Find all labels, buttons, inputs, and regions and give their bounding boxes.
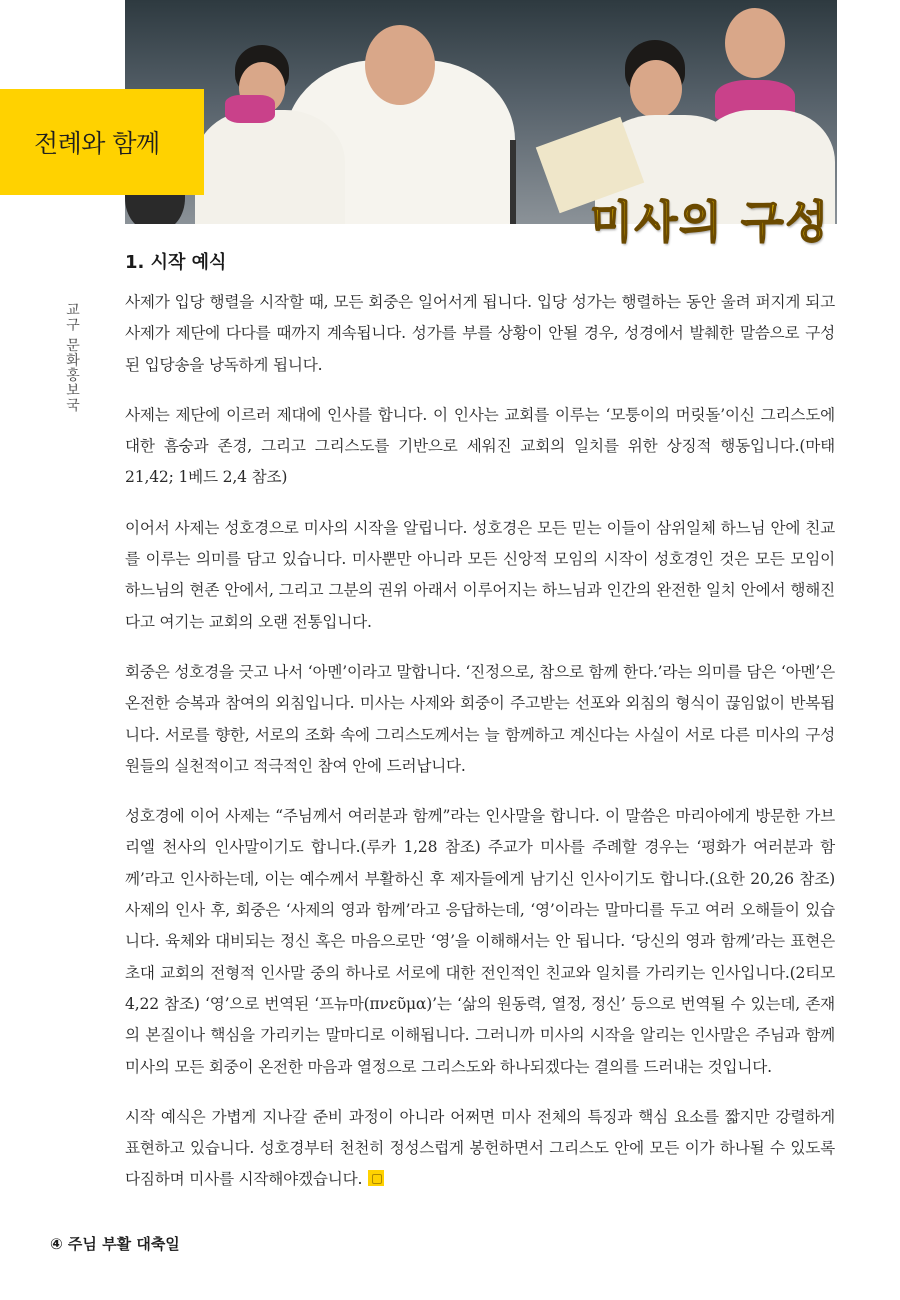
- paragraph: 사제가 입당 행렬을 시작할 때, 모든 회중은 일어서게 됩니다. 입당 성가는 행렬하는 동안 울려 퍼지게 되고 사제가 제단에 다다를 때까지 계속됩니다. 성가를 부를 상황이 안될 경우, 성경에서 발췌한 말씀으로 구성된 입당송을 낭독하게 됩니다.: [125, 293, 835, 374]
- section-label: 전례와 함께: [34, 129, 160, 158]
- paragraph-last-text: 시작 예식은 가볍게 지나갈 준비 과정이 아니라 어쩌면 미사 전체의 특징과 핵심 요소를 짧지만 강렬하게 표현하고 있습니다. 성호경부터 천천히 정성스럽게 봉헌하면서 그리스도 안에 모든 이가 하나될 수 있도록 다짐하며 미사를 시작해야겠습니다.: [125, 1107, 835, 1189]
- article-body: [125, 287, 835, 1215]
- page-footer: ④ 주님 부활 대축일: [50, 1235, 180, 1253]
- vertical-department-label: 교구 문화홍보국: [64, 302, 80, 413]
- paragraph: 이어서 사제는 성호경으로 미사의 시작을 알립니다. 성호경은 모든 믿는 이들이 삼위일체 하느님 안에 친교를 이루는 의미를 담고 있습니다. 미사뿐만 아니라 모든 신앙적 모임의 시작이 성호경인 것은 모든 모임이 하느님의 현존 안에서, 그리고 그분의 권위 아래서 이루어지는 하느님과 인간의 완전한 일치 안에서 행해진다고 여기는 교회의 오랜 전통입니다.: [125, 518, 835, 631]
- paragraph: 회중은 성호경을 긋고 나서 ‘아멘’이라고 말합니다. ‘진정으로, 참으로 함께 한다.’라는 의미를 담은 ‘아멘’은 온전한 승복과 참여의 외침입니다. 미사는 사제와 회중이 주고받는 선포와 외침의 형식이 끊임없이 반복됩니다. 서로를 향한, 서로의 조화 속에 그리스도께서는 늘 함께하고 계신다는 사실이 서로 다른 미사의 구성원들의 실천적이고 적극적인 참여 안에 드러납니다.: [125, 662, 835, 775]
- paragraph: 성호경에 이어 사제는 “주님께서 여러분과 함께”라는 인사말을 합니다. 이 말씀은 마리아에게 방문한 가브리엘 천사의 인사말이기도 합니다.(루카 1,28 참조) 주교가 미사를 주례할 경우는 ‘평화가 여러분과 함께’라고 인사하는데, 이는 예수께서 부활하신 후 제자들에게 남기신 인사이기도 합니다.(요한 20,26 참조) 사제의 인사 후, 회중은 ‘사제의 영과 함께’라고 응답하는데, ‘영’이라는 말마디를 두고 여러 오해들이 있습니다. 육체와 대비되는 정신 혹은 마음으로만 ‘영’을 이해해서는 안 됩니다. ‘당신의 영과 함께’라는 표현은 초대 교회의 전형적 인사말 중의 하나로 서로에 대한 전인적인 친교와 일치를 가리키는 인사입니다.(2티모 4,22 참조) ‘영’으로 번역된 ‘프뉴마(πνεῦμα)’는 ‘삶의 원동력, 열정, 정신’ 등으로 번역될 수 있는데, 존재의 본질이나 핵심을 가리키는 말마디로 이해됩니다. 그러니까 미사의 시작을 알리는 인사말은 주님과 함께 미사의 모든 회중이 온전한 마음과 열정으로 그리스도와 하나되겠다는 결의를 드러내는 것입니다.: [125, 807, 835, 1076]
- paragraph-last: [125, 1102, 835, 1196]
- banner-title: 미사의 구성: [590, 197, 830, 248]
- paragraph: 사제는 제단에 이르러 제대에 인사를 합니다. 이 인사는 교회를 이루는 ‘모퉁이의 머릿돌’이신 그리스도에 대한 흠숭과 존경, 그리고 그리스도를 기반으로 세워진 교회의 일치를 위한 상징적 행동입니다.(마태 21,42; 1베드 2,4 참조): [125, 405, 835, 487]
- section-tab: [0, 89, 204, 195]
- end-mark-icon: [368, 1170, 384, 1186]
- article-heading: 1. 시작 예식: [125, 252, 227, 273]
